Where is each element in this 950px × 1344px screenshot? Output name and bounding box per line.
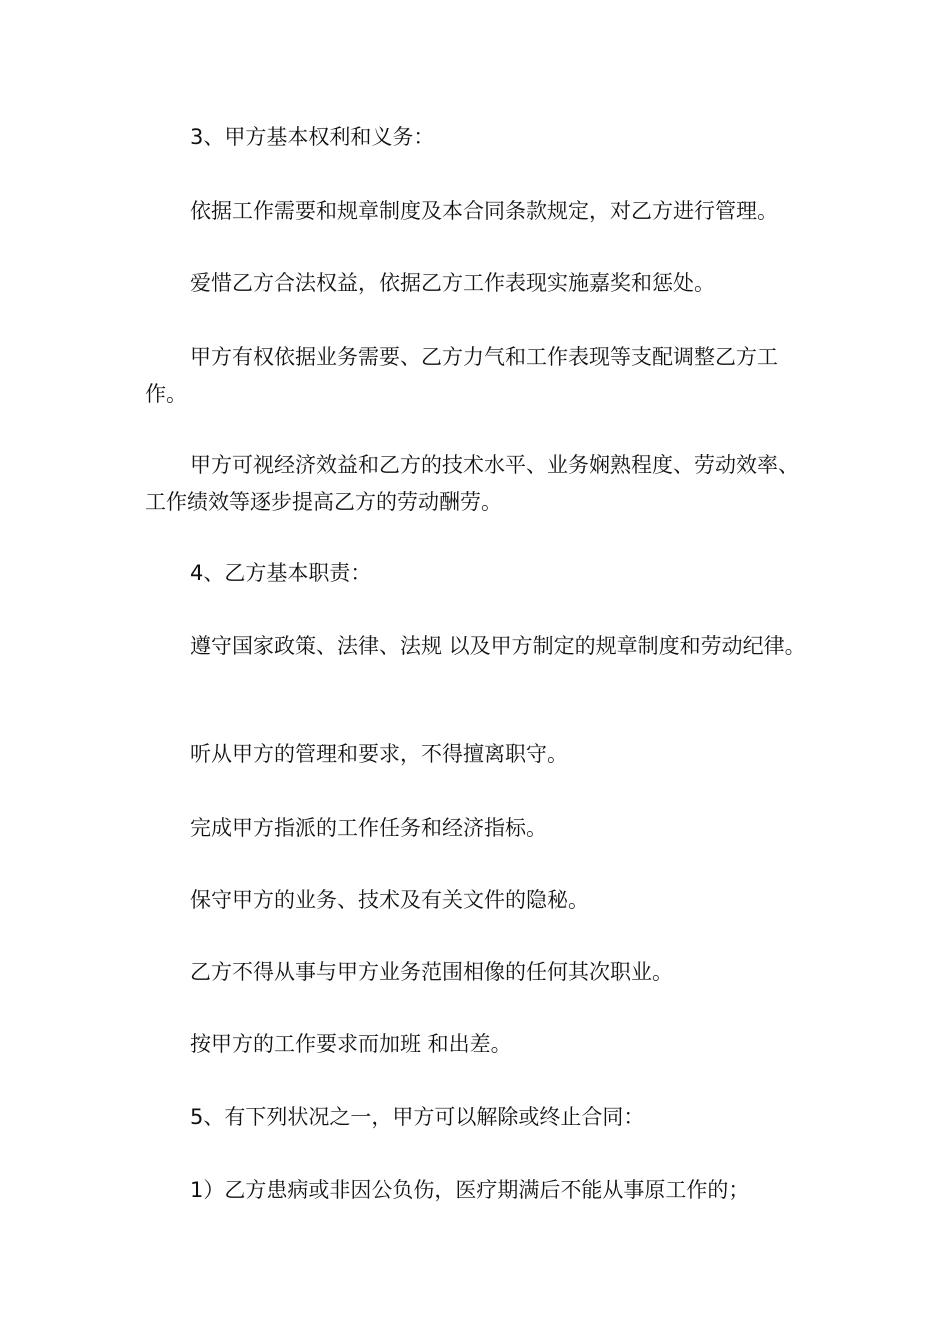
paragraph: 完成甲方指派的工作任务和经济指标。 [190,816,547,840]
list-item: 1）乙方患病或非因公负伤，医疗期满后不能从事原工作的； [190,1178,750,1202]
paragraph: 按甲方的工作要求而加班 和出差。 [190,1032,512,1056]
paragraph: 遵守国家政策、法律、法规 以及甲方制定的规章制度和劳动纪律。 [190,634,806,658]
paragraph: 乙方不得从事与甲方业务范围相像的任何其次职业。 [190,960,673,984]
paragraph: 爱惜乙方合法权益，依据乙方工作表现实施嘉奖和惩处。 [190,271,715,295]
paragraph: 甲方可视经济效益和乙方的技术水平、业务娴熟程度、劳动效率、工作绩效等逐步提高乙方的劳动酬劳。 [145,453,799,514]
paragraph: 依据工作需要和规章制度及本合同条款规定，对乙方进行管理。 [190,199,778,223]
paragraph: 听从甲方的管理和要求，不得擅离职守。 [190,742,568,766]
section-heading-party-a-rights: 3、甲方基本权利和义务： [190,125,435,149]
paragraph: 保守甲方的业务、技术及有关文件的隐秘。 [190,888,589,912]
paragraph: 甲方有权依据业务需要、乙方力气和工作表现等支配调整乙方工作。 [145,345,778,406]
section-heading-termination: 5、有下列状况之一，甲方可以解除或终止合同： [190,1105,645,1129]
section-heading-party-b-duties: 4、乙方基本职责： [190,561,372,585]
